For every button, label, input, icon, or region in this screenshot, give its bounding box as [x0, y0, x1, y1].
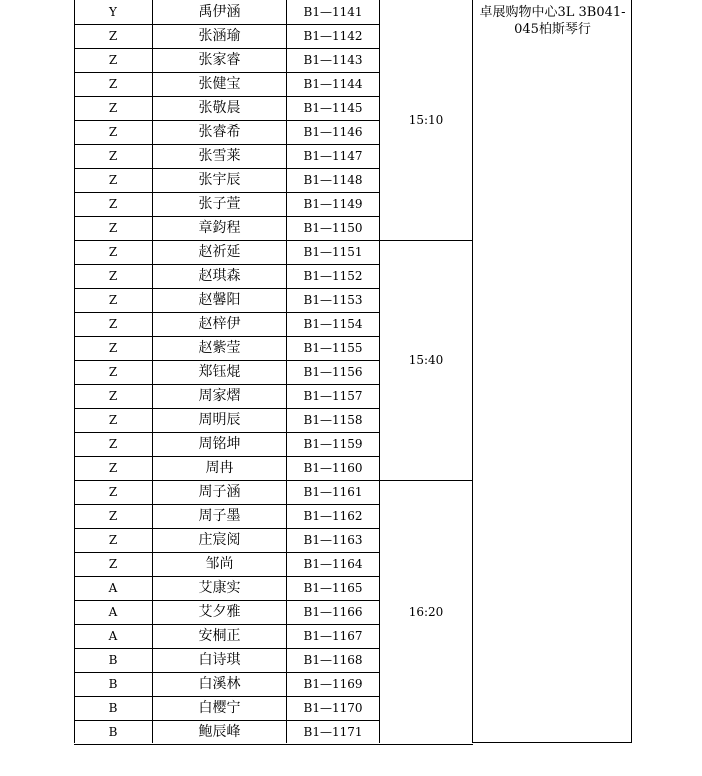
- table-row: [74, 648, 472, 672]
- venue-line-1: 卓展购物中心3L 3B041-: [479, 5, 626, 20]
- table-row: [74, 216, 472, 240]
- grid-line-horizontal: [74, 216, 380, 217]
- code-cell: B1—1152: [303, 269, 363, 283]
- code-cell: B1—1168: [303, 653, 363, 667]
- code-cell: B1—1146: [303, 125, 363, 139]
- initial-cell: Z: [108, 221, 118, 235]
- name-cell: 周子墨: [198, 508, 241, 524]
- grid-line-horizontal: [74, 192, 380, 193]
- grid-line-horizontal: [74, 120, 380, 121]
- grid-line-vertical: [152, 0, 153, 743]
- initial-cell: Z: [108, 485, 118, 499]
- grid-line-horizontal: [74, 336, 380, 337]
- initial-cell: Z: [108, 413, 118, 427]
- table-row: [74, 408, 472, 432]
- name-cell: 张宇辰: [198, 172, 241, 188]
- grid-line-horizontal: [379, 240, 473, 241]
- grid-line-horizontal: [74, 600, 380, 601]
- grid-line-vertical: [74, 0, 75, 743]
- code-cell: B1—1150: [303, 221, 363, 235]
- code-cell: B1—1149: [303, 197, 363, 211]
- name-cell: 赵琪森: [198, 268, 241, 284]
- table-row: [74, 576, 472, 600]
- name-cell: 周明辰: [198, 412, 241, 428]
- name-cell: 张敬晨: [198, 100, 241, 116]
- initial-cell: A: [108, 581, 118, 595]
- code-cell: B1—1143: [303, 53, 363, 67]
- initial-cell: B: [108, 677, 118, 691]
- grid-line-horizontal: [74, 408, 380, 409]
- name-cell: 禹伊涵: [198, 4, 241, 20]
- grid-line-horizontal: [74, 576, 380, 577]
- code-cell: B1—1158: [303, 413, 363, 427]
- initial-cell: Z: [108, 77, 118, 91]
- table-row: [74, 72, 472, 96]
- grid-line-horizontal: [379, 480, 473, 481]
- initial-cell: Z: [108, 533, 118, 547]
- name-cell: 赵紫莹: [198, 340, 241, 356]
- initial-cell: Z: [108, 125, 118, 139]
- initial-cell: Z: [108, 509, 118, 523]
- grid-line-horizontal: [74, 696, 380, 697]
- name-cell: 赵祈延: [198, 244, 241, 260]
- name-cell: 章鈞程: [198, 220, 241, 236]
- code-cell: B1—1163: [303, 533, 363, 547]
- name-cell: 张子萱: [198, 196, 241, 212]
- grid-line-horizontal: [74, 240, 380, 241]
- grid-line-horizontal: [74, 480, 380, 481]
- schedule-table: [74, 0, 632, 743]
- code-cell: B1—1144: [303, 77, 363, 91]
- initial-cell: Z: [108, 149, 118, 163]
- code-cell: B1—1165: [303, 581, 363, 595]
- code-cell: B1—1170: [303, 701, 363, 715]
- name-cell: 张涵瑜: [198, 28, 241, 44]
- table-row: [74, 288, 472, 312]
- initial-cell: Z: [108, 53, 118, 67]
- grid-line-vertical: [379, 0, 380, 743]
- name-cell: 周家熠: [198, 388, 241, 404]
- code-cell: B1—1145: [303, 101, 363, 115]
- initial-cell: Z: [108, 557, 118, 571]
- initial-cell: Z: [108, 101, 118, 115]
- grid-line-horizontal: [74, 624, 380, 625]
- grid-line-horizontal: [74, 288, 380, 289]
- initial-cell: Y: [109, 5, 117, 19]
- table-row: [74, 432, 472, 456]
- name-cell: 张雪莱: [198, 148, 241, 164]
- name-cell: 安桐正: [198, 628, 241, 644]
- grid-line-horizontal: [74, 672, 380, 673]
- initial-cell: Z: [108, 269, 118, 283]
- grid-line-horizontal: [472, 742, 632, 743]
- table-row: [74, 552, 472, 576]
- initial-cell: A: [108, 629, 118, 643]
- table-row: [74, 720, 472, 744]
- name-cell: 赵梓伊: [198, 316, 241, 332]
- name-cell: 白溪林: [198, 676, 241, 692]
- table-row: [74, 168, 472, 192]
- grid-line-horizontal: [74, 24, 380, 25]
- code-cell: B1—1153: [303, 293, 363, 307]
- grid-line-horizontal: [74, 744, 380, 745]
- grid-line-horizontal: [74, 504, 380, 505]
- code-cell: B1—1164: [303, 557, 363, 571]
- grid-line-horizontal: [74, 48, 380, 49]
- table-row: [74, 672, 472, 696]
- table-row: [74, 456, 472, 480]
- table-row: [74, 312, 472, 336]
- venue-line-2: 045柏斯琴行: [514, 22, 591, 37]
- grid-line-horizontal: [74, 312, 380, 313]
- name-cell: 艾夕雅: [198, 604, 241, 620]
- code-cell: B1—1159: [303, 437, 363, 451]
- initial-cell: Z: [108, 317, 118, 331]
- initial-cell: B: [108, 653, 118, 667]
- grid-line-horizontal: [74, 96, 380, 97]
- code-cell: B1—1157: [303, 389, 363, 403]
- code-cell: B1—1155: [303, 341, 363, 355]
- grid-line-horizontal: [74, 528, 380, 529]
- code-cell: B1—1169: [303, 677, 363, 691]
- name-cell: 周冉: [205, 460, 234, 476]
- grid-line-vertical: [472, 0, 473, 743]
- name-cell: 白樱宁: [198, 700, 241, 716]
- code-cell: B1—1160: [303, 461, 363, 475]
- name-cell: 张家睿: [198, 52, 241, 68]
- name-cell: 郑钰焜: [198, 364, 241, 380]
- code-cell: B1—1151: [303, 245, 363, 259]
- initial-cell: B: [108, 701, 118, 715]
- table-row: [74, 240, 472, 264]
- grid-line-horizontal: [379, 744, 473, 745]
- time-slot-cell: 15:10: [408, 113, 444, 127]
- name-cell: 艾康实: [198, 580, 241, 596]
- name-cell: 赵馨阳: [198, 292, 241, 308]
- table-row: [74, 144, 472, 168]
- code-cell: B1—1171: [303, 725, 363, 739]
- initial-cell: Z: [108, 245, 118, 259]
- grid-line-horizontal: [74, 72, 380, 73]
- grid-line-horizontal: [74, 648, 380, 649]
- initial-cell: Z: [108, 293, 118, 307]
- table-row: [74, 624, 472, 648]
- name-cell: 周铭坤: [198, 436, 241, 452]
- name-cell: 张健宝: [198, 76, 241, 92]
- initial-cell: Z: [108, 173, 118, 187]
- initial-cell: Z: [108, 29, 118, 43]
- grid-line-horizontal: [74, 144, 380, 145]
- venue-cell: [474, 4, 631, 38]
- table-row: [74, 384, 472, 408]
- name-cell: 鲍辰峰: [198, 724, 241, 740]
- code-cell: B1—1156: [303, 365, 363, 379]
- initial-cell: Z: [108, 197, 118, 211]
- grid-line-horizontal: [74, 264, 380, 265]
- code-cell: B1—1161: [303, 485, 363, 499]
- table-row: [74, 696, 472, 720]
- grid-line-horizontal: [74, 456, 380, 457]
- table-row: [74, 504, 472, 528]
- table-row: [74, 48, 472, 72]
- time-slot-cell: 16:20: [408, 605, 444, 619]
- code-cell: B1—1141: [303, 5, 363, 19]
- table-row: [74, 24, 472, 48]
- name-cell: 白诗琪: [198, 652, 241, 668]
- code-cell: B1—1154: [303, 317, 363, 331]
- code-cell: B1—1142: [303, 29, 363, 43]
- initial-cell: Z: [108, 341, 118, 355]
- grid-line-horizontal: [74, 384, 380, 385]
- initial-cell: Z: [108, 365, 118, 379]
- grid-line-horizontal: [74, 720, 380, 721]
- initial-cell: Z: [108, 461, 118, 475]
- time-slot-cell: 15:40: [408, 353, 444, 367]
- grid-line-horizontal: [74, 360, 380, 361]
- name-cell: 张睿希: [198, 124, 241, 140]
- grid-line-horizontal: [74, 432, 380, 433]
- initial-cell: A: [108, 605, 118, 619]
- name-cell: 庄宸阅: [198, 532, 241, 548]
- table-row: [74, 0, 472, 24]
- name-cell: 周子涵: [198, 484, 241, 500]
- grid-line-horizontal: [74, 168, 380, 169]
- name-cell: 邹尚: [205, 556, 234, 572]
- table-row: [74, 480, 472, 504]
- grid-line-vertical: [286, 0, 287, 743]
- grid-line-horizontal: [74, 552, 380, 553]
- initial-cell: Z: [108, 389, 118, 403]
- table-row: [74, 264, 472, 288]
- grid-line-vertical: [631, 0, 632, 743]
- code-cell: B1—1147: [303, 149, 363, 163]
- initial-cell: Z: [108, 437, 118, 451]
- code-cell: B1—1148: [303, 173, 363, 187]
- table-row: [74, 528, 472, 552]
- code-cell: B1—1166: [303, 605, 363, 619]
- table-row: [74, 192, 472, 216]
- code-cell: B1—1162: [303, 509, 363, 523]
- initial-cell: B: [108, 725, 118, 739]
- code-cell: B1—1167: [303, 629, 363, 643]
